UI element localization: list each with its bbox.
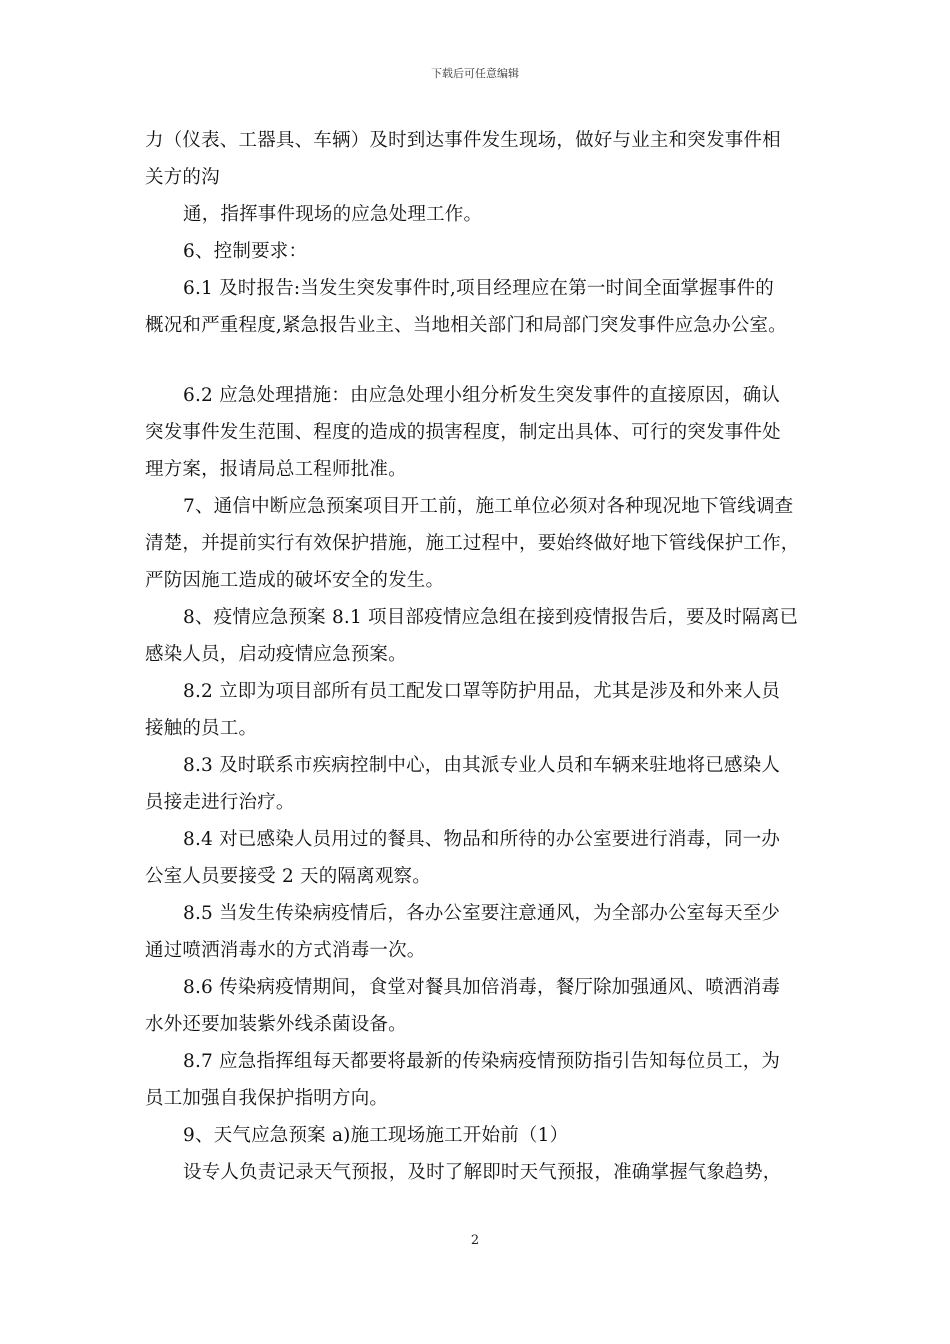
body-line: 力（仪表、工器具、车辆）及时到达事件发生现场，做好与业主和突发事件相 [145,130,781,151]
body-line: 通，指挥事件现场的应急处理工作。 [183,204,483,225]
document-body [145,122,810,1191]
body-line: 严防因施工造成的破坏安全的发生。 [145,570,445,591]
body-line: 8、疫情应急预案 8.1 项目部疫情应急组在接到疫情报告后，要及时隔离已 [183,607,799,628]
body-line: 员接走进行治疗。 [145,792,295,813]
body-line: 关方的沟 [145,167,220,188]
body-line: 8.4 对已感染人员用过的餐具、物品和所待的办公室要进行消毒，同一办 [183,829,781,850]
body-line: 清楚，并提前实行有效保护措施，施工过程中，要始终做好地下管线保护工作， [145,533,800,554]
body-line: 8.5 当发生传染病疫情后，各办公室要注意通风，为全部办公室每天至少 [183,903,781,924]
body-line: 8.3 及时联系市疾病控制中心，由其派专业人员和车辆来驻地将已感染人 [183,755,781,776]
page-number: 2 [470,1233,480,1248]
body-line: 设专人负责记录天气预报，及时了解即时天气预报，准确掌握气象趋势， [183,1162,782,1183]
body-line: 通过喷洒消毒水的方式消毒一次。 [145,940,426,961]
body-line: 公室人员要接受 2 天的隔离观察。 [145,866,431,887]
body-line: 6.2 应急处理措施：由应急处理小组分析发生突发事件的直接原因，确认 [183,385,781,406]
body-line: 感染人员，启动疫情应急预案。 [145,644,407,665]
body-line: 8.6 传染病疫情期间，食堂对餐具加倍消毒，餐厅除加强通风、喷洒消毒 [183,977,781,998]
body-line: 7、通信中断应急预案项目开工前，施工单位必须对各种现况地下管线调查 [183,496,794,517]
body-line: 突发事件发生范围、程度的造成的损害程度，制定出具体、可行的突发事件处 [145,422,781,443]
body-line: 水外还要加装紫外线杀菌设备。 [145,1014,407,1035]
section-heading: 6、控制要求： [183,241,308,262]
page-header: 下载后可任意编辑 [431,67,519,80]
body-line: 8.2 立即为项目部所有员工配发口罩等防护用品，尤其是涉及和外来人员 [183,681,781,702]
body-line: 接触的员工。 [145,718,258,739]
body-line: 概况和严重程度,紧急报告业主、当地相关部门和局部门突发事件应急办公室。 [145,315,787,336]
body-line: 员工加强自我保护指明方向。 [145,1088,389,1109]
body-line: 6.1 及时报告:当发生突发事件时,项目经理应在第一时间全面掌握事件的 [183,278,774,299]
body-line: 9、天气应急预案 a)施工现场施工开始前（1） [183,1125,569,1146]
blank-gap [145,344,810,377]
body-line: 理方案，报请局总工程师批准。 [145,459,407,480]
body-line: 8.7 应急指挥组每天都要将最新的传染病疫情预防指引告知每位员工，为 [183,1051,781,1072]
